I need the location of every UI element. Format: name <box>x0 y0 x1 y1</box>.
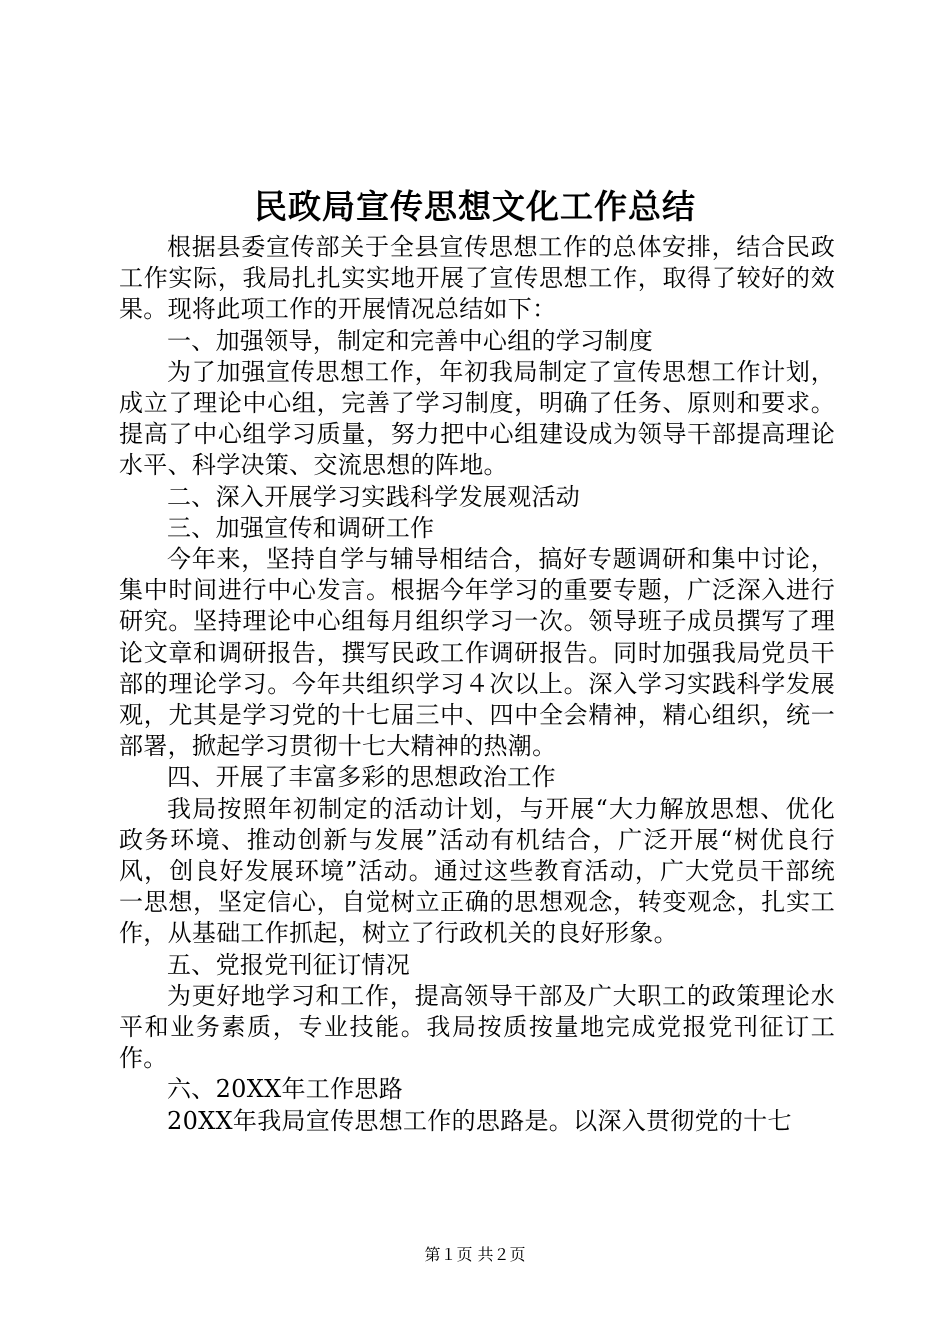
section-heading-3: 三、加强宣传和调研工作 <box>167 513 435 542</box>
section-4-paragraph: 我局按照年初制定的活动计划，与开展“大力解放思想、优化政务环境、推动创新与发展”活动有机结合，广泛开展“树优良行风，创良好发展环境”活动。通过这些教育活动，广大党员干部统一思想，坚定信心，自觉树立正确的思想观念，转变观念，扎实工作，从基础工作抓起，树立了行政机关的良好形象。 <box>119 794 835 948</box>
section-6-paragraph: 20XX年我局宣传思想工作的思路是。以深入贯彻党的十七 <box>167 1106 792 1135</box>
section-1-paragraph: 为了加强宣传思想工作，年初我局制定了宣传思想工作计划，成立了理论中心组，完善了学习制度，明确了任务、原则和要求。提高了中心组学习质量，努力把中心组建设成为领导干部提高理论水平、科学决策、交流思想的阵地。 <box>119 357 835 480</box>
section-heading-2: 二、深入开展学习实践科学发展观活动 <box>167 482 581 511</box>
page-number-footer: 第１页 共２页 <box>424 1245 526 1264</box>
section-3-paragraph: 今年来，坚持自学与辅导相结合，搞好专题调研和集中讨论，集中时间进行中心发言。根据今年学习的重要专题，广泛深入进行研究。坚持理论中心组每月组织学习一次。领导班子成员撰写了理论文章和调研报告，撰写民政工作调研报告。同时加强我局党员干部的理论学习。今年共组织学习４次以上。深入学习实践科学发展观，尤其是学习党的十七届三中、四中全会精神，精心组织，统一部署，掀起学习贯彻十七大精神的热潮。 <box>119 545 835 761</box>
document-title: 民政局宣传思想文化工作总结 <box>254 187 696 226</box>
intro-paragraph: 根据县委宣传部关于全县宣传思想工作的总体安排，结合民政工作实际，我局扎扎实实地开展了宣传思想工作，取得了较好的效果。现将此项工作的开展情况总结如下： <box>119 233 835 324</box>
section-5-paragraph: 为更好地学习和工作，提高领导干部及广大职工的政策理论水平和业务素质，专业技能。我局按质按量地完成党报党刊征订工作。 <box>119 981 835 1073</box>
document-body <box>119 232 835 1137</box>
section-heading-1: 一、加强领导，制定和完善中心组的学习制度 <box>167 326 653 355</box>
section-heading-4: 四、开展了丰富多彩的思想政治工作 <box>167 763 556 792</box>
section-heading-5: 五、党报党刊征订情况 <box>167 950 410 979</box>
section-heading-6: 六、20XX年工作思路 <box>167 1075 404 1104</box>
